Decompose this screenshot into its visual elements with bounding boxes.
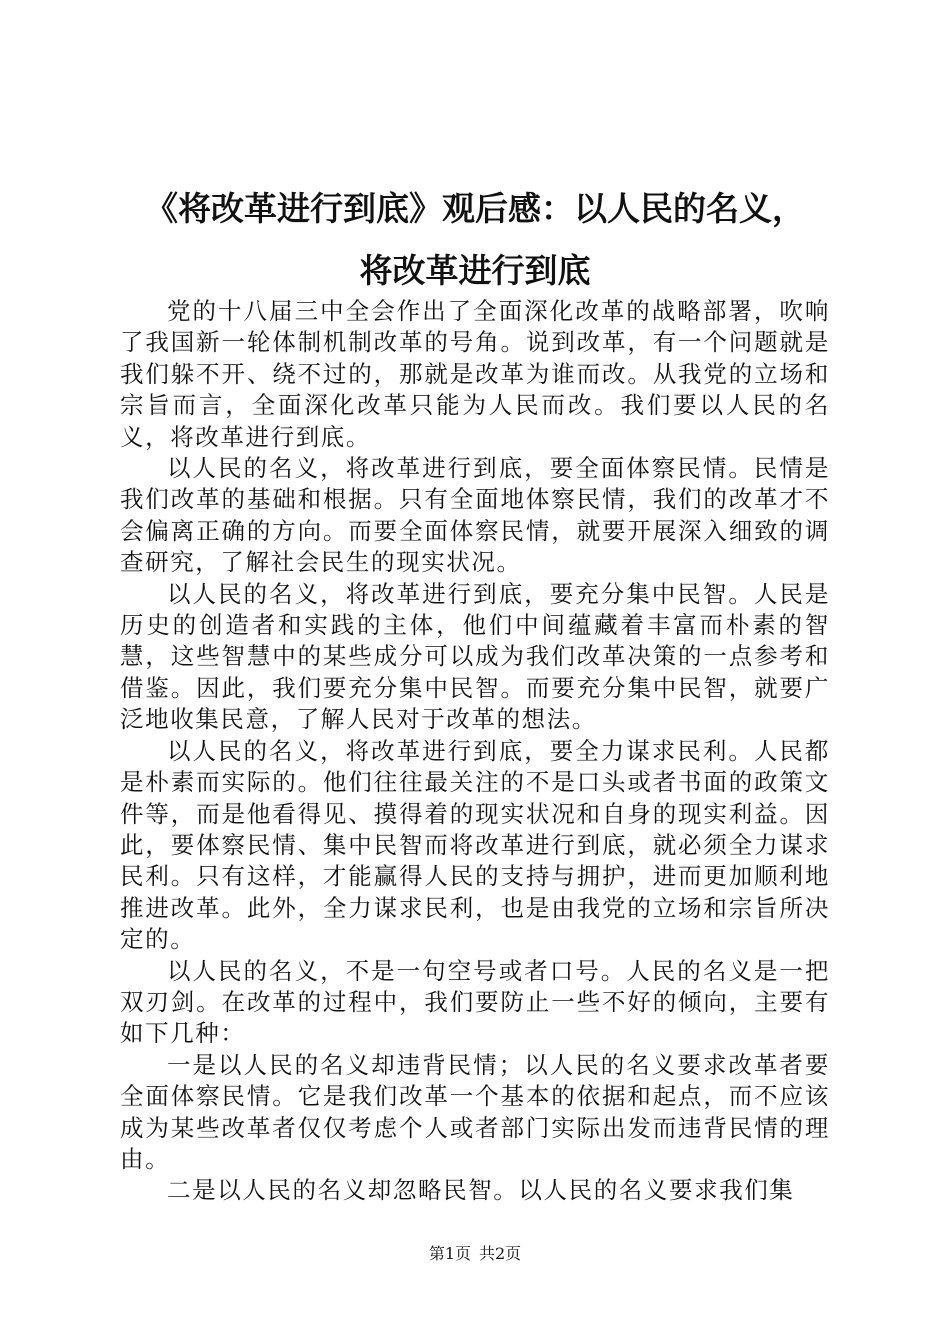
title-line-2: 将改革进行到底 — [359, 251, 591, 290]
paragraph-1: 党的十八届三中全会作出了全面深化改革的战略部署，吹响了我国新一轮体制机制改革的号角。说到改革，有一个问题就是我们躲不开、绕不过的，那就是改革为谁而改。从我党的立场和宗旨而言，全面深化改革只能为人民而改。我们要以人民的名义，将改革进行到底。 — [120, 297, 830, 451]
page-total: 共2页 — [479, 1244, 522, 1263]
paragraph-5: 以人民的名义，不是一句空号或者口号。人民的名义是一把双刃剑。在改革的过程中，我们要防止一些不好的倾向，主要有如下几种： — [120, 956, 830, 1048]
paragraph-3: 以人民的名义，将改革进行到底，要充分集中民智。人民是历史的创造者和实践的主体，他们中间蕴藏着丰富而朴素的智慧，这些智慧中的某些成分可以成为我们改革决策的一点参考和借鉴。因此，我们要充分集中民智。而要充分集中民智，就要广泛地收集民意，了解人民对于改革的想法。 — [120, 579, 830, 734]
page-footer — [0, 1244, 950, 1264]
page-number: 第1页 — [428, 1244, 471, 1263]
paragraph-4: 以人民的名义，将改革进行到底，要全力谋求民利。人民都是朴素而实际的。他们往往最关注的不是口头或者书面的政策文件等，而是他看得见、摸得着的现实状况和自身的现实利益。因此，要体察民情、集中民智而将改革进行到底，就必须全力谋求民利。只有这样，才能赢得人民的支持与拥护，进而更加顺利地推进改革。此外，全力谋求民利，也是由我党的立场和宗旨所决定的。 — [120, 736, 830, 954]
title-line-1: 《将改革进行到底》观后感：以人民的名义， — [145, 189, 805, 228]
document-body — [120, 296, 830, 1207]
paragraph-2: 以人民的名义，将改革进行到底，要全面体察民情。民情是我们改革的基础和根据。只有全面地体察民情，我们的改革才不会偏离正确的方向。而要全面体察民情，就要开展深入细致的调查研究，了解社会民生的现实状况。 — [120, 454, 830, 577]
paragraph-6: 一是以人民的名义却违背民情；以人民的名义要求改革者要全面体察民情。它是我们改革一个基本的依据和起点，而不应该成为某些改革者仅仅考虑个人或者部门实际出发而违背民情的理由。 — [120, 1050, 830, 1173]
paragraph-7: 二是以人民的名义却忽略民智。以人民的名义要求我们集 — [167, 1176, 795, 1205]
document-title — [120, 178, 830, 302]
